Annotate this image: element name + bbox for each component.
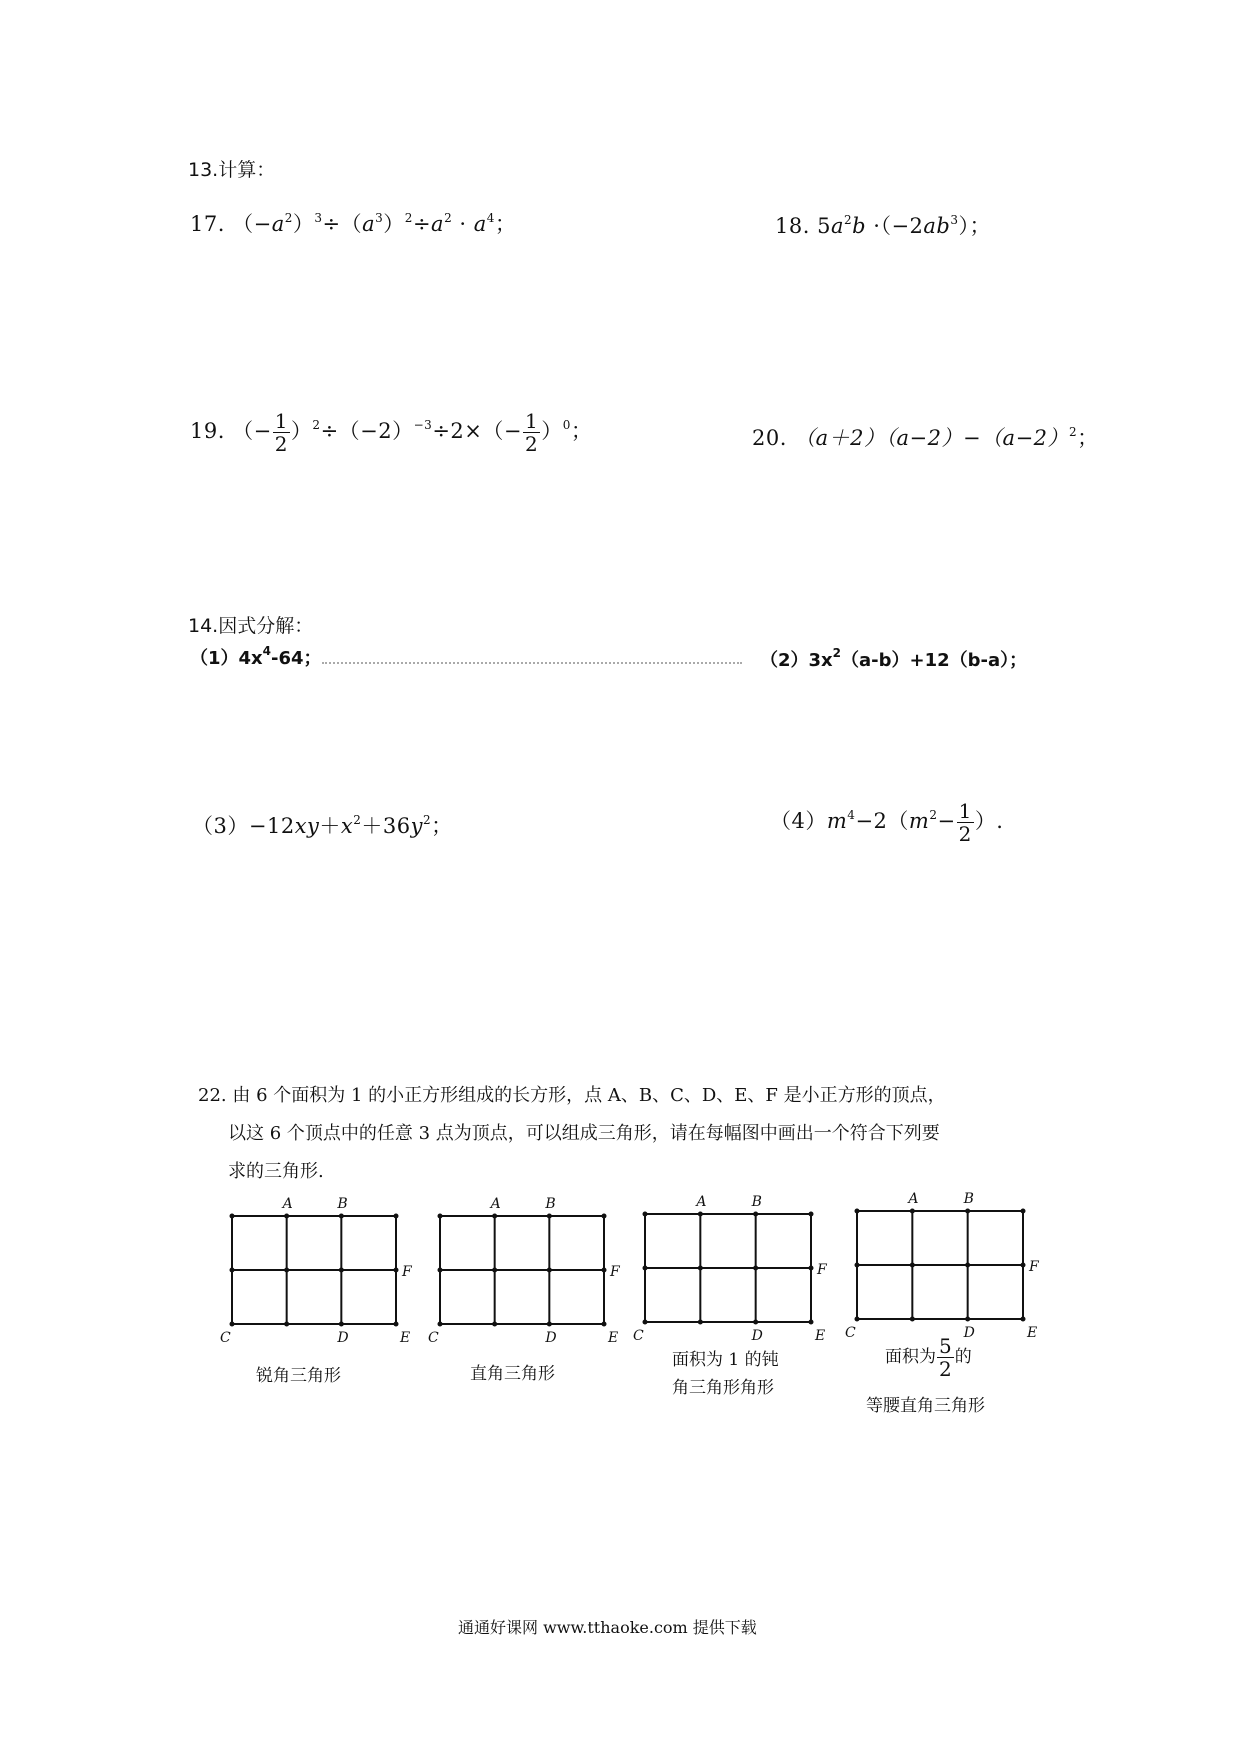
vertex-dot [965,1263,970,1268]
point-label-b: B [963,1191,974,1207]
point-label-b: B [337,1196,348,1212]
point-label-e: E [608,1330,619,1346]
problem-18: 18. $5a^2b \cdot(-2ab^3)$； [775,213,992,238]
vertex-dot [643,1212,648,1217]
point-label-f: F [610,1264,620,1280]
point-label-d: D [751,1328,763,1344]
vertex-dot [602,1322,607,1327]
point-label-e: E [815,1328,826,1344]
grid-figure-1 [220,1196,413,1346]
point-label-e: E [1027,1325,1038,1341]
question-22-line-1: 22. 由 6 个面积为 1 的小正方形组成的长方形，点 A、B、C、D、E、F 是小正方形的顶点， [198,1085,946,1106]
fraction-one-half: $\frac{1}{2}$ [274,409,288,456]
vertex-dot [698,1212,703,1217]
vertex-dot [910,1263,915,1268]
fraction-one-half: $\frac{1}{2}$ [958,799,972,846]
vertex-dot [643,1320,648,1325]
vertex-dot [492,1322,497,1327]
vertex-dot [910,1317,915,1322]
vertex-dot [230,1268,235,1273]
vertex-dot [547,1214,552,1219]
vertex-dot [643,1266,648,1271]
section-13-title: 13.计算： [188,159,276,181]
point-label-a: A [282,1196,293,1212]
vertex-dot [1021,1317,1026,1322]
question-22-line-3: 求的三角形. [228,1161,324,1182]
vertex-dot [855,1263,860,1268]
vertex-dot [394,1214,399,1219]
footer-credit: 通通好课网 www.tthaoke.com 提供下载 [458,1618,757,1637]
vertex-dot [547,1322,552,1327]
vertex-dot [602,1214,607,1219]
vertex-dot [438,1268,443,1273]
grid-figure-2 [428,1196,621,1346]
point-label-d: D [337,1330,349,1346]
problem-20: 20. $(a+2)(a-2)-(a-2)^2$； [752,425,1099,450]
vertex-dot [547,1268,552,1273]
point-label-c: C [428,1330,439,1346]
vertex-dot [855,1317,860,1322]
vertex-dot [230,1322,235,1327]
fraction-five-halves: $\frac{5}{2}$ [939,1334,952,1381]
vertex-dot [438,1214,443,1219]
grid-figure-3 [633,1194,828,1344]
point-label-d: D [545,1330,557,1346]
caption-right-triangle: 直角三角形 [470,1364,555,1384]
vertex-dot [753,1212,758,1217]
caption-isosceles-right-line-1: 面积为 $\frac{5}{2}$ 的 [885,1334,972,1381]
vertex-dot [394,1322,399,1327]
point-label-d: D [963,1325,975,1341]
vertex-dot [910,1209,915,1214]
point-label-b: B [545,1196,556,1212]
vertex-dot [339,1322,344,1327]
factor-problem-4: $(4)m^4-2(m^2-$ $\frac{1}{2}$ ）. [770,799,1004,846]
vertex-dot [339,1214,344,1219]
fraction-one-half: $\frac{1}{2}$ [524,409,539,456]
point-label-f: F [817,1262,827,1278]
vertex-dot [1021,1263,1026,1268]
vertex-dot [809,1266,814,1271]
point-label-f: F [402,1264,412,1280]
vertex-dot [1021,1209,1026,1214]
point-label-a: A [908,1191,919,1207]
vertex-dot [753,1266,758,1271]
problem-19: 19. （− $\frac{1}{2}$ ）$^2\div(-2)^{-3}\div 2\times(-$ $\frac{1}{2}$ ）$^0$； [190,409,593,456]
caption-acute-triangle: 锐角三角形 [256,1366,341,1386]
vertex-dot [394,1268,399,1273]
vertex-dot [492,1268,497,1273]
grid-figure-4 [845,1191,1040,1341]
vertex-dot [339,1268,344,1273]
vertex-dot [855,1209,860,1214]
vertex-dot [602,1268,607,1273]
vertex-dot [284,1322,289,1327]
point-label-b: B [751,1194,762,1210]
caption-isosceles-right-line-2: 等腰直角三角形 [866,1396,985,1416]
question-22-line-2: 以这 6 个顶点中的任意 3 点为顶点，可以组成三角形，请在每幅图中画出一个符合下列要 [228,1123,940,1144]
point-label-e: E [400,1330,411,1346]
point-label-a: A [696,1194,707,1210]
vertex-dot [809,1320,814,1325]
point-label-f: F [1029,1259,1039,1275]
vertex-dot [809,1212,814,1217]
section-14-title: 14.因式分解： [188,615,314,637]
point-label-c: C [845,1325,856,1341]
vertex-dot [284,1268,289,1273]
problem-17: 17. $(-a^2)^3\div(a^3)^2\div a^2 \cdot a^4$； [190,211,517,236]
vertex-dot [492,1214,497,1219]
vertex-dot [284,1214,289,1219]
vertex-dot [698,1266,703,1271]
factor-problem-3: $(3)-12xy+x^2+36y^2$； [192,813,453,838]
vertex-dot [230,1214,235,1219]
vertex-dot [965,1209,970,1214]
vertex-dot [753,1320,758,1325]
point-label-c: C [633,1328,644,1344]
vertex-dot [965,1317,970,1322]
caption-obtuse-triangle-line-2: 角三角形角形 [672,1378,774,1398]
vertex-dot [438,1322,443,1327]
caption-obtuse-triangle-line-1: 面积为 1 的钝 [672,1350,779,1370]
factor-problem-2: $(2)3x^2(a-b)+12(b-a)$； [760,646,1028,671]
point-label-c: C [220,1330,231,1346]
vertex-dot [698,1320,703,1325]
point-label-a: A [490,1196,501,1212]
factor-problem-1: $(1)4x^4-64$； [190,644,322,669]
